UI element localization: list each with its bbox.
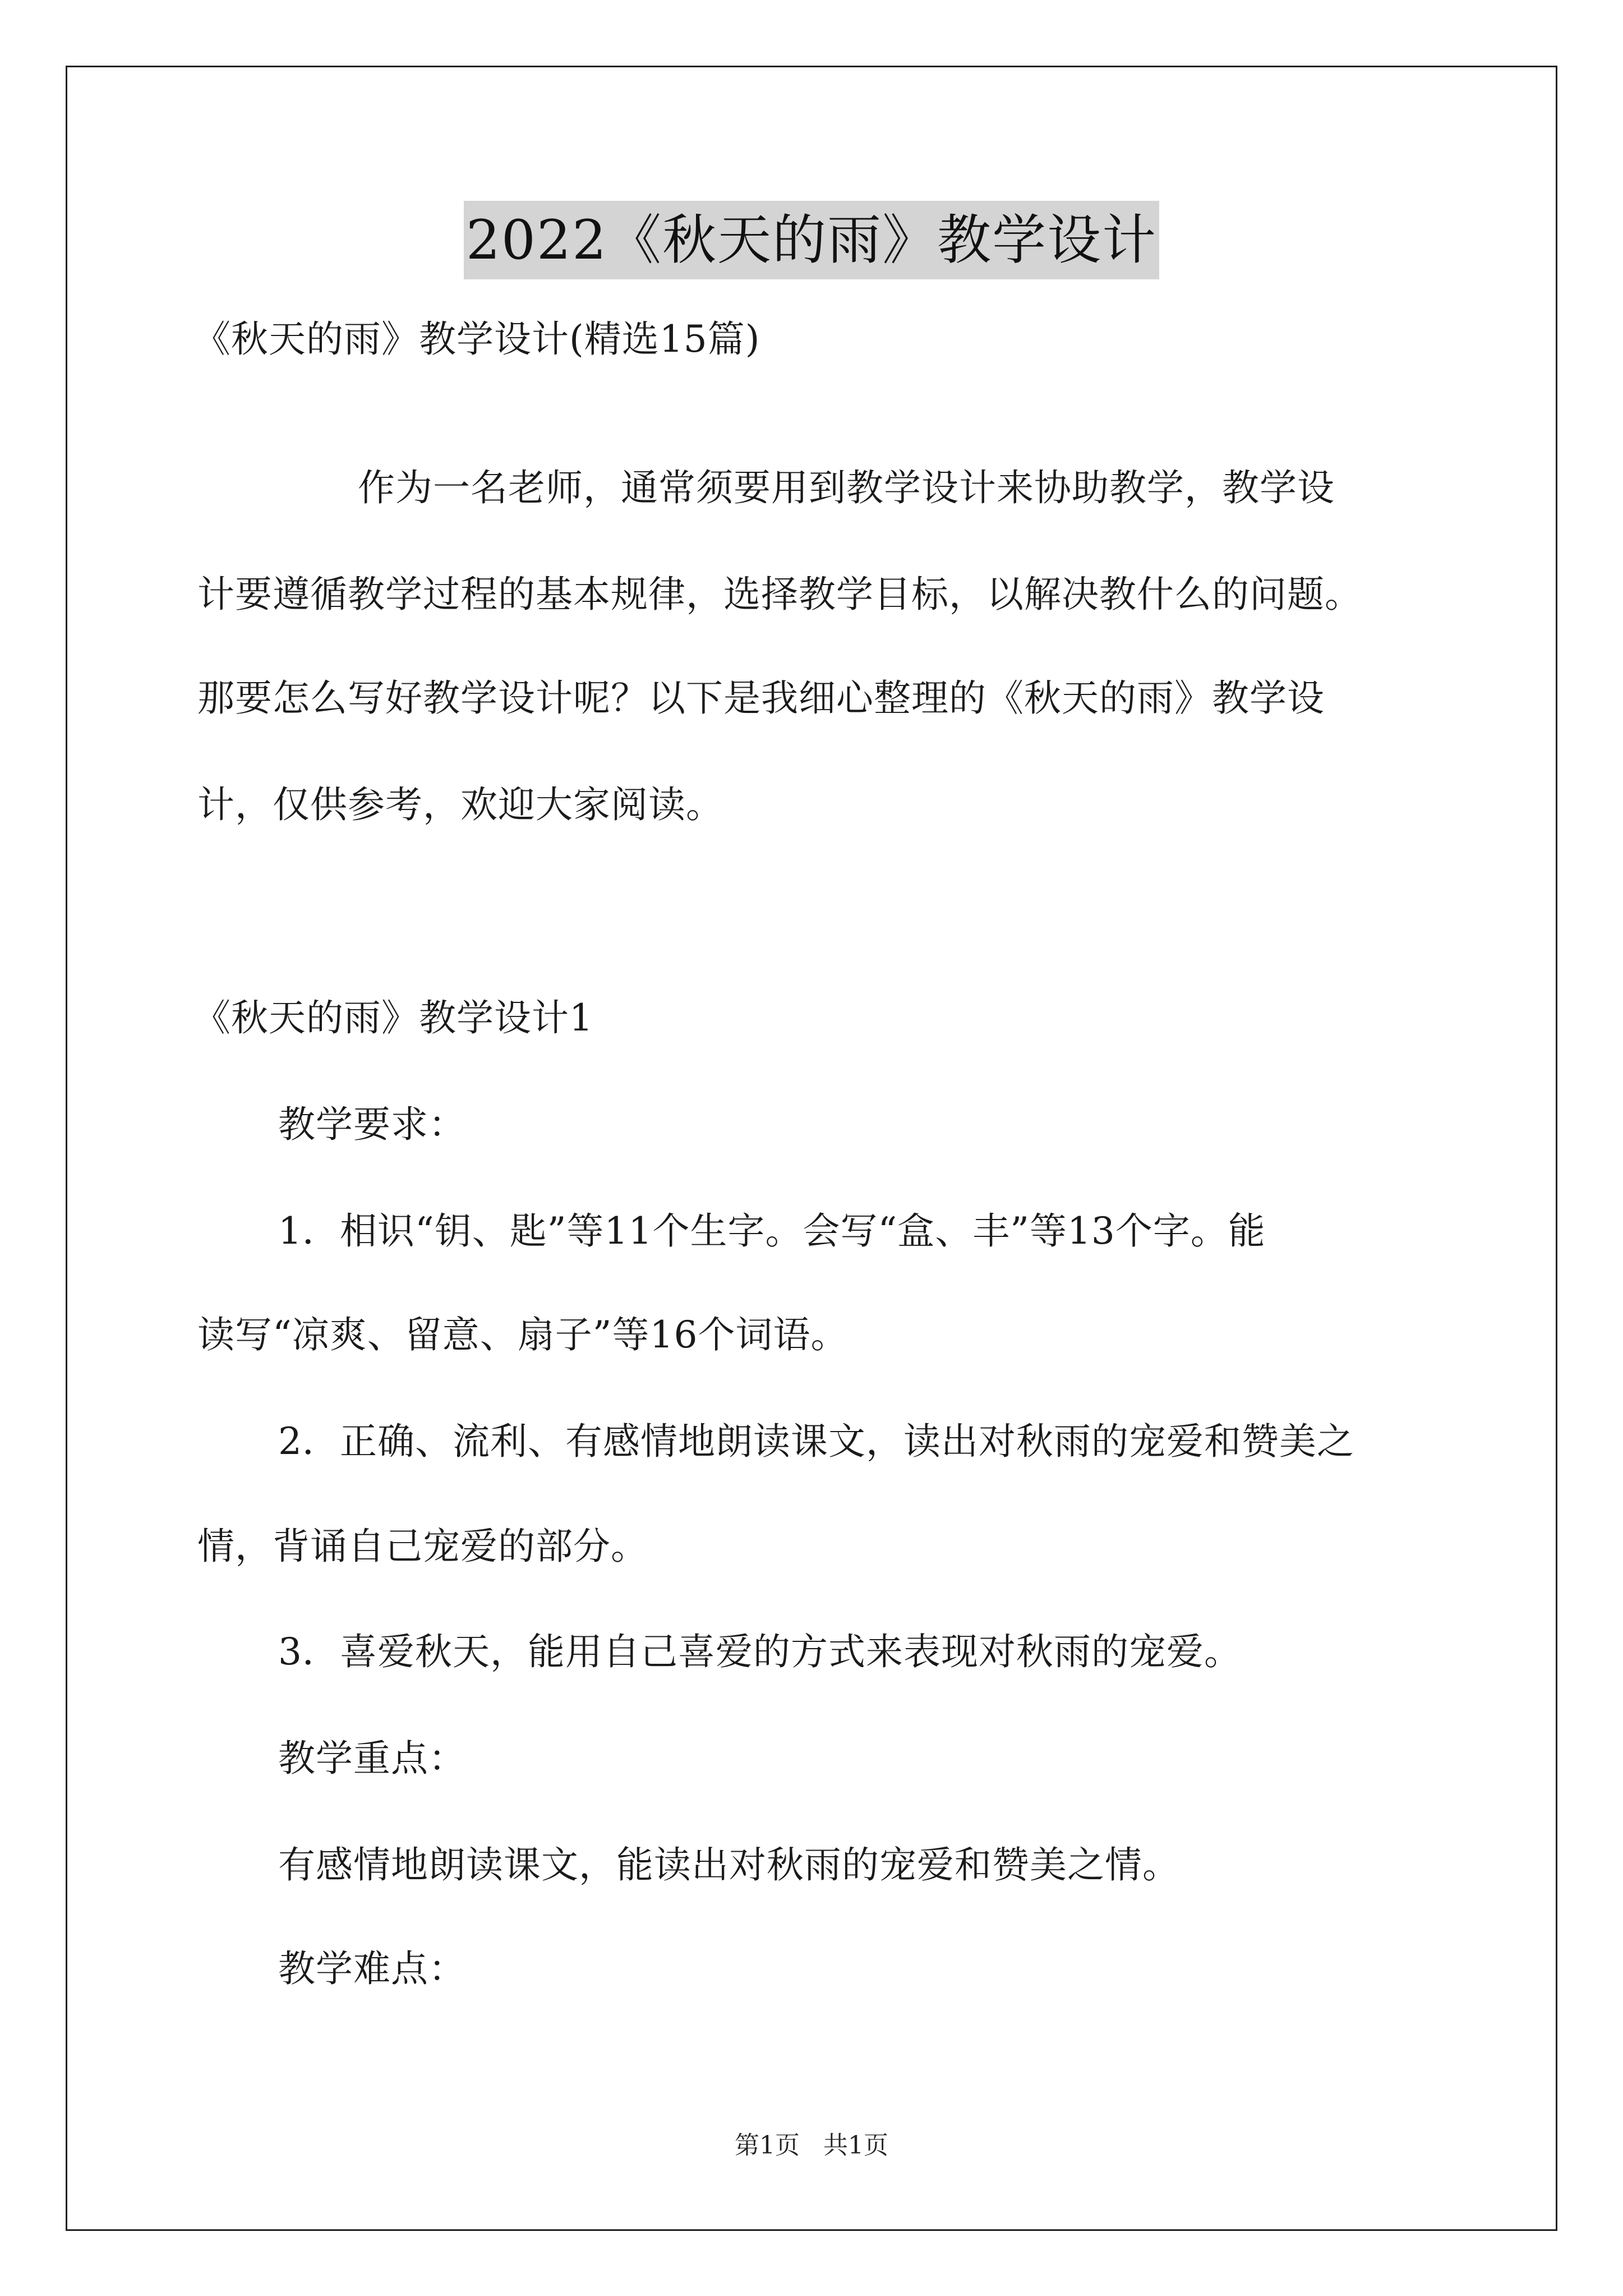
item2-line-2: 情，背诵自己宠爱的部分。 [197, 1525, 648, 1568]
page-footer [0, 2129, 1623, 2162]
item2-line-1: 2．正确、流利、有感情地朗读课文，读出对秋雨的宠爱和赞美之 [278, 1420, 1354, 1463]
difficulty-label: 教学难点： [278, 1947, 466, 1990]
intro-line-2: 计要遵循教学过程的基本规律，选择教学目标，以解决教什么的问题。 [197, 573, 1362, 616]
page-number-total: 共1页 [823, 2131, 888, 2160]
requirements-label: 教学要求： [278, 1103, 466, 1146]
key-points-label: 教学重点： [278, 1737, 466, 1780]
title-container [0, 201, 1623, 279]
item1-line-1: 1．相识“钥、匙”等11个生字。会写“盒、丰”等13个字。能 [278, 1209, 1266, 1253]
page-number-current: 第1页 [735, 2131, 800, 2160]
document-title: 2022《秋天的雨》教学设计 [464, 201, 1159, 279]
section-heading: 《秋天的雨》教学设计1 [193, 996, 593, 1039]
key-points-text: 有感情地朗读课文，能读出对秋雨的宠爱和赞美之情。 [278, 1843, 1180, 1887]
intro-line-4: 计，仅供参考，欢迎大家阅读。 [197, 783, 723, 826]
item3: 3．喜爱秋天，能用自己喜爱的方式来表现对秋雨的宠爱。 [278, 1630, 1242, 1673]
subtitle: 《秋天的雨》教学设计(精选15篇) [193, 318, 760, 361]
intro-line-3: 那要怎么写好教学设计呢？以下是我细心整理的《秋天的雨》教学设 [197, 677, 1325, 720]
item1-line-2: 读写“凉爽、留意、扇子”等16个词语。 [197, 1313, 849, 1356]
intro-line-1: 作为一名老师，通常须要用到教学设计来协助教学，教学设 [358, 466, 1335, 509]
